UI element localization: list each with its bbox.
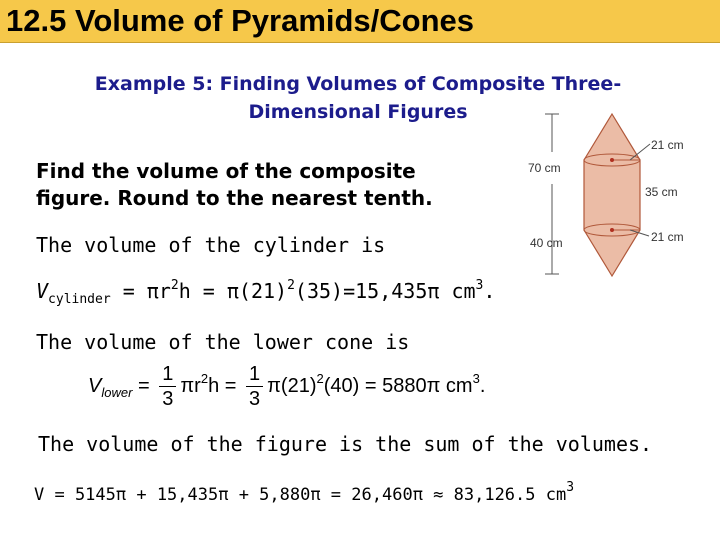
fraction-one-third-2 — [246, 362, 263, 411]
sum-intro: The volume of the figure is the sum of the volumes. — [38, 432, 653, 456]
cylinder-sub: cylinder — [48, 292, 111, 307]
top-center-dot — [610, 158, 614, 162]
cone-v: V — [88, 374, 102, 397]
label-35cm: 35 cm — [645, 185, 678, 199]
label-21cm-bottom: 21 cm — [651, 230, 684, 244]
cylinder-intro: The volume of the cylinder is — [36, 233, 386, 257]
sum-exp: 3 — [566, 480, 575, 495]
sum-formula — [34, 480, 574, 505]
cone-exp3: 3 — [472, 370, 480, 386]
figure-body — [584, 114, 640, 276]
cone-exp2: 2 — [316, 370, 324, 386]
cone-mid2: h = — [208, 374, 237, 397]
label-40cm: 40 cm — [530, 236, 563, 250]
cone-sub: lower — [101, 384, 133, 400]
fraction-one-third — [159, 362, 176, 411]
cone-exp1: 2 — [200, 370, 209, 386]
cylinder-eq2: h = π(21) — [178, 279, 288, 303]
cone-mid1: πr — [180, 374, 201, 397]
cone-mid4: (40) = 5880π cm — [323, 374, 473, 397]
cylinder-exp1: 2 — [170, 278, 179, 293]
cone-end: . — [479, 374, 486, 397]
composite-figure-diagram — [525, 112, 715, 282]
title-bar — [0, 0, 720, 43]
fraction-numerator: 1 — [159, 362, 176, 387]
cylinder-eq3: (35)=15,435π cm — [294, 279, 476, 303]
cone-mid3: π(21) — [267, 374, 317, 397]
label-21cm-top: 21 cm — [651, 138, 684, 152]
label-70cm: 70 cm — [528, 161, 561, 175]
question-line2: figure. Round to the nearest tenth. — [36, 186, 433, 210]
cylinder-exp2: 2 — [287, 278, 295, 293]
cone-formula — [88, 362, 485, 411]
bottom-center-dot — [610, 228, 614, 232]
question-text — [36, 158, 433, 212]
cylinder-formula — [36, 278, 495, 307]
example-heading-line1: Example 5: Finding Volumes of Composite Three- — [94, 73, 622, 95]
cylinder-exp3: 3 — [475, 278, 484, 293]
cylinder-end: . — [483, 279, 496, 303]
sum-text: V = 5145π + 15,435π + 5,880π = 26,460π ≈ 83,126.5 cm — [34, 485, 567, 505]
question-line1: Find the volume of the composite — [36, 159, 416, 183]
slide-title: 12.5 Volume of Pyramids/Cones — [6, 3, 475, 38]
cylinder-eq1: = πr — [110, 279, 171, 303]
fraction-denominator: 3 — [162, 388, 174, 410]
cone-eq: = — [137, 374, 150, 397]
cone-intro: The volume of the lower cone is — [36, 330, 410, 354]
cylinder-v: V — [36, 279, 49, 303]
fraction-denominator-2: 3 — [248, 388, 261, 410]
example-heading-line2: Dimensional Figures — [248, 101, 468, 123]
fraction-numerator-2: 1 — [246, 362, 263, 387]
